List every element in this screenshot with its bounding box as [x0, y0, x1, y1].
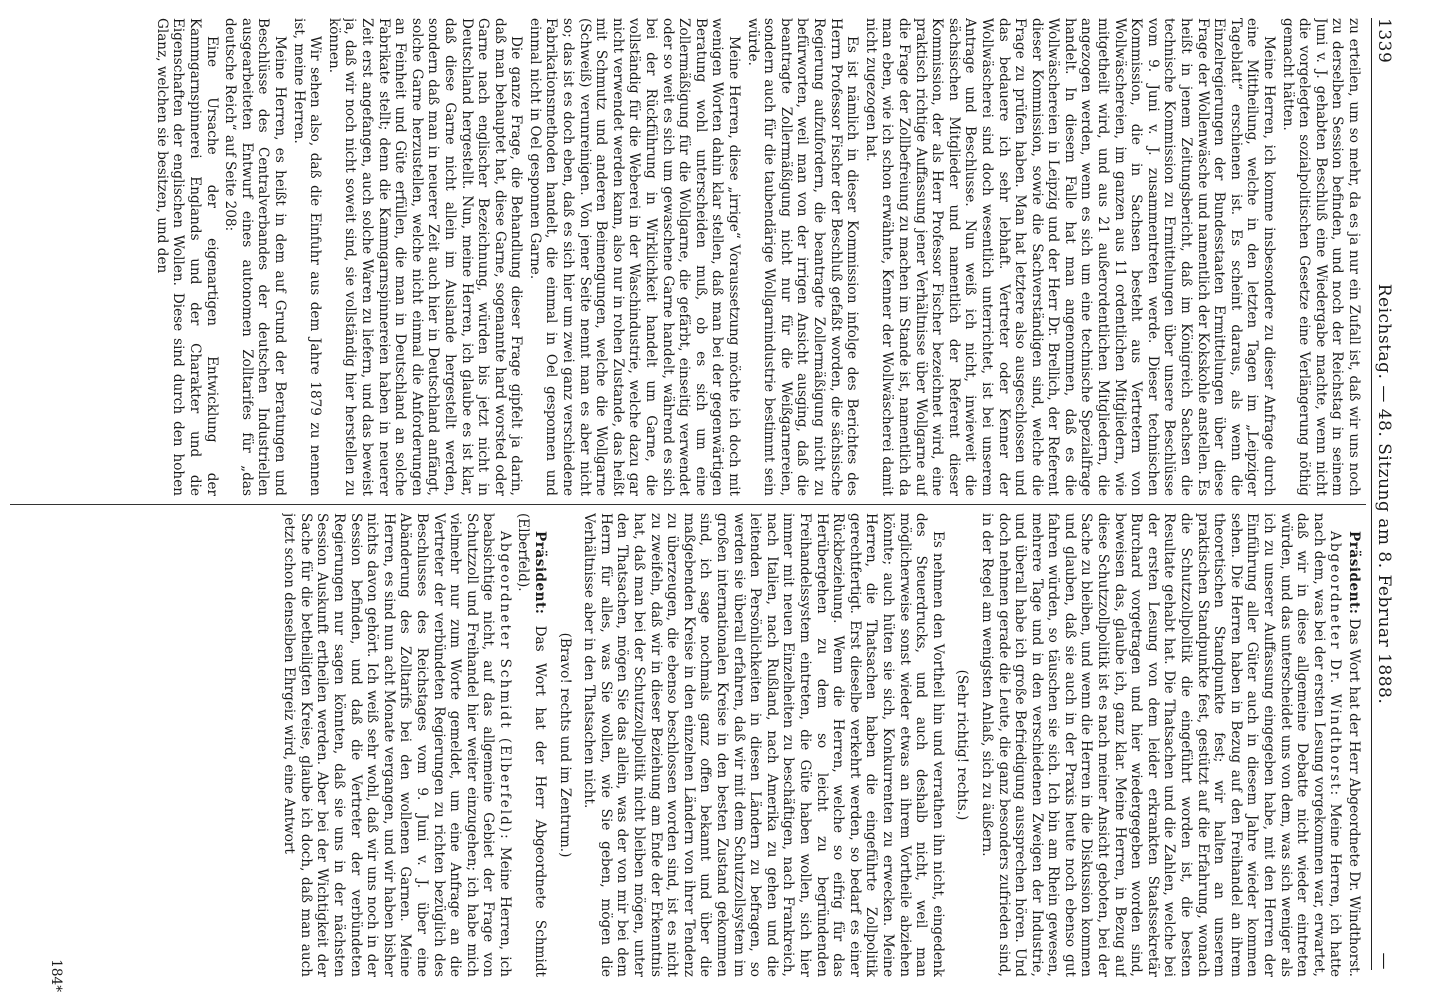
speech-paragraph [978, 513, 1343, 977]
speaker-label: Abgeordneter Dr. Windthorst: [1327, 531, 1344, 798]
speaker-label: Abgeordneter Schmidt (Elberfeld): [496, 531, 513, 841]
speech-paragraph [281, 513, 513, 977]
interjection: (Sehr richtig! rechts.) [954, 669, 971, 821]
page-header [1370, 18, 1396, 970]
speaker-label: Präsident: [532, 531, 549, 615]
speech-paragraph [515, 513, 548, 977]
signature-mark: 184* [48, 959, 64, 992]
paragraph: Meine Herren, diese „irrige“ Voraussetzung möchte ich doch mit wenigen Worten dahin klar stellen, daß man bei der gegenwärtigen Beratung wohl unterscheiden muß, ob es sich um eine Zollermäßigung für die Wollgarne, die gefärbt, einseitig verwendet oder so weit es sich um gewaschene Garne handelt, während es sich bei der Rückführung in Wirklichkeit handelt um Garne, die vollständig für die Weberei in der Waschindustrie, welche dazu gar nicht verwendet werden kann, also nur in rohen Zustande, das heißt mit Schmutz und anderen Beimengungen, welche die Wollgarne (Schweiß) verunreinigen. Von jener Seite nennt man es aber nicht so; das ist es doch eben, daß es sich hier um zwei ganz verschiedene Fabrikationsmethoden handelt, die einmal in Oel gesponnen und einmal nicht in Oel gesponnen Garne. [526, 18, 743, 496]
paragraph: Die ganze Frage, die Behandlung dieser Frage gipfelt ja darin, daß man behauptet hat, diese Garne, sogenannte hard worsted oder Garne nach englischer Bezeichnung, würden bis jetzt nicht in Deutschland hergestellt. Nun, meine Herren, ich glaube es ist klar, daß diese Garne nicht allein im Auslande hergestellt werden, sondern daß man in neuerer Zeit auch hier in Deutschland anfängt, solche Garne herzustellen, welche nicht einmal die Anforderungen an Feinheit und Güte erfüllen, die man in Deutschland an solche Fabrikate stellt; denn die Kammgarnspinnereien haben in neuerer Zeit erst angefangen, auch solche Waren zu liefern, und das beweist ja, daß wir noch nicht soweit sind, sie vollständig hier herstellen zu können. [325, 18, 525, 496]
speech-text: Das Wort hat der Herr Abgeordnete Schmidt (Elberfeld). [515, 513, 549, 977]
header-rule [1371, 18, 1372, 970]
running-head: Reichstag. — 48. Sitzung am 8. Februar 1888. [1374, 283, 1394, 705]
page-number: 1339 [1374, 18, 1394, 64]
paragraph: Eine Ursache der eigenartigen Entwicklung der Kammgarnspinnerei Englands und der Charakter und die Eigenschaften der englischen Wollen. Diese sind durch den hohen Glanz, welchen sie besitzen, und den [153, 18, 220, 496]
speaker-label: Präsident: [1346, 531, 1362, 615]
speech-paragraph [1345, 513, 1362, 977]
paragraph: zu erteilen, um so mehr, da es ja nur ein Zufall ist, daß wir uns noch zu derselben Session befinden, und noch der Reichstag in seinem Juni v. J. gehabten Beschluß eine Wiedergabe machte, wenn nicht die vorgelegten sozialpolitischen Gesetze eine Verlängerung nöthig gemacht hätten. [1279, 18, 1362, 496]
paragraph: Es nehmen den Vortheil hin und verrathen ihn nicht, eingedenk des Steuerdrucks, und auch deshalb nicht, weil man möglicherweise sonst wieder etwas an ihrem Vortheile abziehen könnte; auch hüten sie sich, Konkurrenten zu erwecken. Meine Herren, die Thatsachen haben die eingeführte Zollpolitik gerechtfertigt. Erst dieselbe verkehrt werden, so bedarf es einer Rückbeziehung. Wenn die Herren, welche so eifrig für das Herübergehen zu dem so leicht zu begründenden Freihandelssystem eintreten, die Güte haben wollen, sich hier immer mit neuen Einzelheiten zu beschäftigen, nach Frankreich, nach Italien, nach Rußland, nach Amerika zu gehen und die leitenden Persönlichkeiten in diesen Ländern zu befragen, so werden sie überall erfahren, daß wir mit dem Schutzzollsystem im großen internationalen Kreise in den besten Zustand gekommen sind, ich sage nochmals ganz offen bekannt und über die maßgebenden Kreise in den einzelnen Ländern von ihrer Tendenz zu überzeugen, die ebenso beschlossen worden sind, ist es nicht zu zweifeln, daß wir in dieser Beziehung am Ende der Erkenntnis hat, daß man bei der Schutzzollpolitik nicht bleiben mögen, unter den Thatsachen, mögen Sie das allein, was der von mir bei dem Herrn für alles, was Sie wollen, wie Sie geben, mögen die Verhältnisse aber in den Thatsachen nicht. [581, 513, 946, 977]
right-column [22, 513, 1362, 977]
paragraph: Meine Herren, ich komme insbesondere zu dieser Anfrage durch eine Mittheilung, welche in den letzten Tagen im „Leipziger Tageblatt“ erschienen ist. Es scheint daraus, als wenn die Einzelregierungen der Bundesstaaten Ermittelungen über diese Frage der Wollenwäsche und namentlich der Kokskohle anstellen. Es heißt in jenem Zeitungsbericht, daß im Königreich Sachsen die technische Kommission zu Ermittelungen über unsere Beschlüsse vom 9. Juni v. J. zusammentreten werde. Dieser technischen Kommission, die in Sachsen besteht aus Vertretern von Wollwäschereien, im ganzen aus 11 ordentlichen Mitgliedern, wie mitgetheilt wird, und aus 21 außerordentlichen Mitgliedern, die angezogen werden, wenn es sich um eine technische Spezialfrage handelt. In diesem Falle hat man angenommen, daß es die Wollwäschereien in Leipzig und der Herr Dr. Brellich, der Referent dieser Kommission, sowie die Sachverständigen sind, welche die Frage zu prüfen haben. Man hat letztere also ausgeschlossen und das bedauere ich sehr lebhaft. Vertreter oder Kenner der Wollwäscherei sind doch wesentlich unterrichtet, ist bei unserem Antrage und Beschlusse. Nun weiß ich nicht, inwieweit die sächsischen Mitglieder und namentlich der Referent dieser Kommission, der als Herr Professor Fischer bezeichnet wird, eine praktisch richtige Auffassung jener Verhältnisse über Wollgarne auf die Frage der Zollbefreiung zu machen im Stande ist, namentlich da man eben, wie ich schon erwähnte, Kenner der Wollwäscherei damit nicht zugezogen hat. [862, 18, 1278, 496]
speech-text: Das Wort hat der Herr Abgeordnete Dr. Windthorst. [1346, 618, 1362, 977]
header-dash: — [1374, 952, 1394, 970]
paragraph: Meine Herren, es heißt in dem auf Grund der Beratungen und Beschlüsse des Centralverbandes der deutschen Industriellen ausgearbeiteten Entwurf eines autonomen Zolltarifes für „das deutsche Reich“ auf Seite 208: [222, 18, 288, 496]
speech-text: Meine Herren, ich beabsichtige nicht, auf das allgemeine Gebiet der Frage von Schutzzoll und Freihandel hier weiter einzugehen; ich habe mich vielmehr nur zum Worte gemeldet, um eine Anfrage an die Vertreter der verbündeten Regierungen zu richten bezüglich des Beschlusses des Reichstages vom 9. Juni v. J. über eine Abänderung des Zolltarifs bei den wollenen Garnen. Meine Herren, es sind nun acht Monate vergangen, und wir haben bisher nichts davon gehört. Ich weiß sehr wohl, daß wir uns noch in der Session befinden, und daß die Vertreter der verbündeten Regierungen nur sagen könnten, daß sie uns in der nächsten Session Auskunft ertheilen werden. Aber bei der Wichtigkeit der Sache für die betheiligten Kreise, glaube ich doch, daß man auch jetzt schon denselben Ehrgeiz wird, eine Antwort [281, 513, 513, 977]
paragraph: Es ist nämlich in dieser Kommission infolge des Berichtes des Herrn Professor Fischer der Beschluß gefaßt worden, die sächsische Regierung aufzufordern, die beantragte Zollermäßigung nicht zu befürworten, weil man von der irrigen Ansicht ausging, daß die beantragte Zollermäßigung nicht nur für die Weißgarnereien, sondern auch für die taubendärige Wollgarnindustrie bestimmt sein würde. [744, 18, 861, 496]
paragraph: Wir sehen also, daß die Einfuhr aus dem Jahre 1879 zu nennen ist, meine Herren. [290, 18, 324, 496]
rotated-newspaper-page [2, 0, 1402, 1000]
left-column [22, 18, 1362, 496]
interjection: (Bravo! rechts und im Zentrum.) [556, 632, 573, 858]
speech-text: Meine Herren, ich hatte nach dem, was bei der ersten Lesung vorgekommen war, erwartet, daß wir in diese allgemeine Debatte nicht wieder eintreten würden, und das unterscheidet uns von dem, was sich weniger als ich zu unserer Auffassung eingegeben habe, mit den Herren der Einführung aller Güter auch in diesem Jahre wieder kommen sehen. Die Herren haben in Bezug auf den Freihandel an ihrem theoretischen Standpunkte fest; wir halten an unserem praktischen Standpunkte fest, gestützt auf die Erfahrung, wonach die Schutzzollpolitik die eingeführt worden ist, die besten Resultate gehabt hat. Die Thatsachen und die Zahlen, welche bei der ersten Lesung von dem leider erkrankten Staatssekretär Burchard vorgetragen und hier wiedergegeben worden sind, beweisen das, glaube ich, ganz klar. Meine Herren, in Bezug auf diese Schutzzollpolitik ist es nach meiner Ansicht geboten, bei der Sache zu bleiben, und wenn die Herren in die Diskussion kommen und glauben, daß sie auch in der Praxis heute noch ebenso gut fahren würden, so täuschen sie sich. Ich bin am Rhein gewesen, mehrere Tage und in den verschiedenen Zweigen der Industrie, und überall habe ich große Befriedigung aussprechen hören. Und doch nehmen gerade die Leute, die ganz besonders zufrieden sind, in der Regel am wenigsten Anlaß, sich zu äußern. [978, 513, 1344, 977]
column-divider [10, 504, 1366, 505]
